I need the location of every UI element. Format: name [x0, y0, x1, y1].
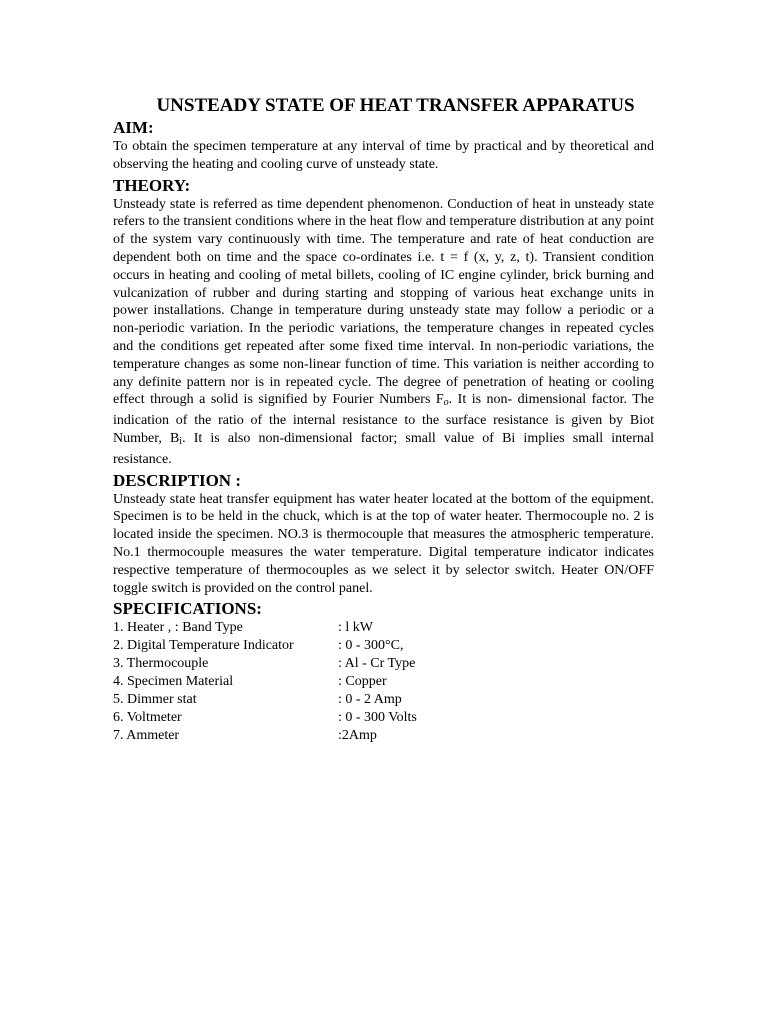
spec-label: 7. Ammeter [113, 727, 180, 743]
theory-text-part2: . It is non- dimensional factor. The indication of the ratio of the internal resistance to the surface resistance is given by Biot Number, B [113, 392, 654, 446]
spec-value: : Al - Cr Type [338, 656, 416, 672]
spec-label: 3. Thermocouple [113, 656, 209, 672]
theory-text-part3: . It is also non-dimensional factor; small value of Bi implies small internal resistance. [113, 430, 654, 467]
aim-heading: AIM: [113, 118, 154, 137]
spec-label: 2. Digital Temperature Indicator [113, 638, 294, 654]
description-text: Unsteady state heat transfer equipment has water heater located at the bottom of the equipment. Specimen is to be held in the chuck, which is at the top of water heater. Thermocouple no. 2 is located inside the specimen. NO.3 is thermocouple that measures the atmospheric temperature. No.1 thermocouple measures the water temperature. Digital temperature indicator indicates respective temperature of thermocouples as we select it by selector switch. Heater ON/OFF toggle switch is provided on the control panel. [113, 491, 654, 596]
fourier-subscript: o [443, 397, 449, 409]
specifications-section [113, 599, 654, 744]
spec-row-heater [113, 619, 654, 637]
spec-label: 5. Dimmer stat [113, 691, 197, 707]
spec-label: 1. Heater , : Band Type [113, 620, 243, 636]
spec-value: : 0 - 300 Volts [338, 709, 417, 725]
aim-section [113, 118, 654, 174]
document-title: UNSTEADY STATE OF HEAT TRANSFER APPARATUS [156, 95, 635, 116]
spec-row-dimmer-stat [113, 691, 654, 709]
theory-text [113, 196, 654, 469]
document-page [113, 94, 654, 745]
spec-label: 6. Voltmeter [113, 709, 182, 725]
aim-text: To obtain the specimen temperature at any interval of time by practical and by theoretical and observing the heating and cooling curve of unsteady state. [113, 139, 654, 172]
spec-row-ammeter [113, 727, 654, 745]
spec-row-specimen-material [113, 673, 654, 691]
description-heading: DESCRIPTION : [113, 470, 241, 490]
spec-value: : 0 - 2 Amp [338, 691, 402, 707]
spec-value: : l kW [338, 620, 373, 636]
spec-row-voltmeter [113, 709, 654, 727]
specifications-list [113, 619, 654, 744]
spec-value: :2Amp [338, 727, 377, 743]
specifications-heading: SPECIFICATIONS: [113, 599, 262, 619]
spec-value: : 0 - 300°C, [338, 638, 404, 654]
theory-text-part1: Unsteady state is referred as time dependent phenomenon. Conduction of heat in unsteady state refers to the transient conditions where in the heat flow and temperature distribution at any point of the system vary continuously with time. The temperature and rate of heat conduction are dependent both on time and the space co-ordinates i.e. t = f (x, y, z, t). Transient condition occurs in heating and cooling of metal billets, cooling of IC engine cylinder, brick burning and vulcanization of rubber and during starting and stopping of various heat exchange units in power installations. Change in temperature during unsteady state may follow a periodic or a non-periodic variation. In the periodic variations, the temperature changes in repeated cycles and the conditions get repeated after some fixed time interval. In non-periodic variations, the temperature changes as some non-linear function of time. This variation is neither according to any definite pattern nor is in repeated cycle. The degree of penetration of heating or cooling effect through a solid is signified by Fourier Numbers F [113, 196, 654, 408]
spec-label: 4. Specimen Material [113, 674, 234, 690]
spec-value: : Copper [338, 674, 387, 690]
description-section [113, 471, 654, 598]
theory-section [113, 176, 654, 469]
spec-row-temperature-indicator [113, 637, 654, 655]
biot-subscript: i [179, 435, 183, 447]
theory-heading: THEORY: [113, 175, 191, 195]
spec-row-thermocouple [113, 655, 654, 673]
